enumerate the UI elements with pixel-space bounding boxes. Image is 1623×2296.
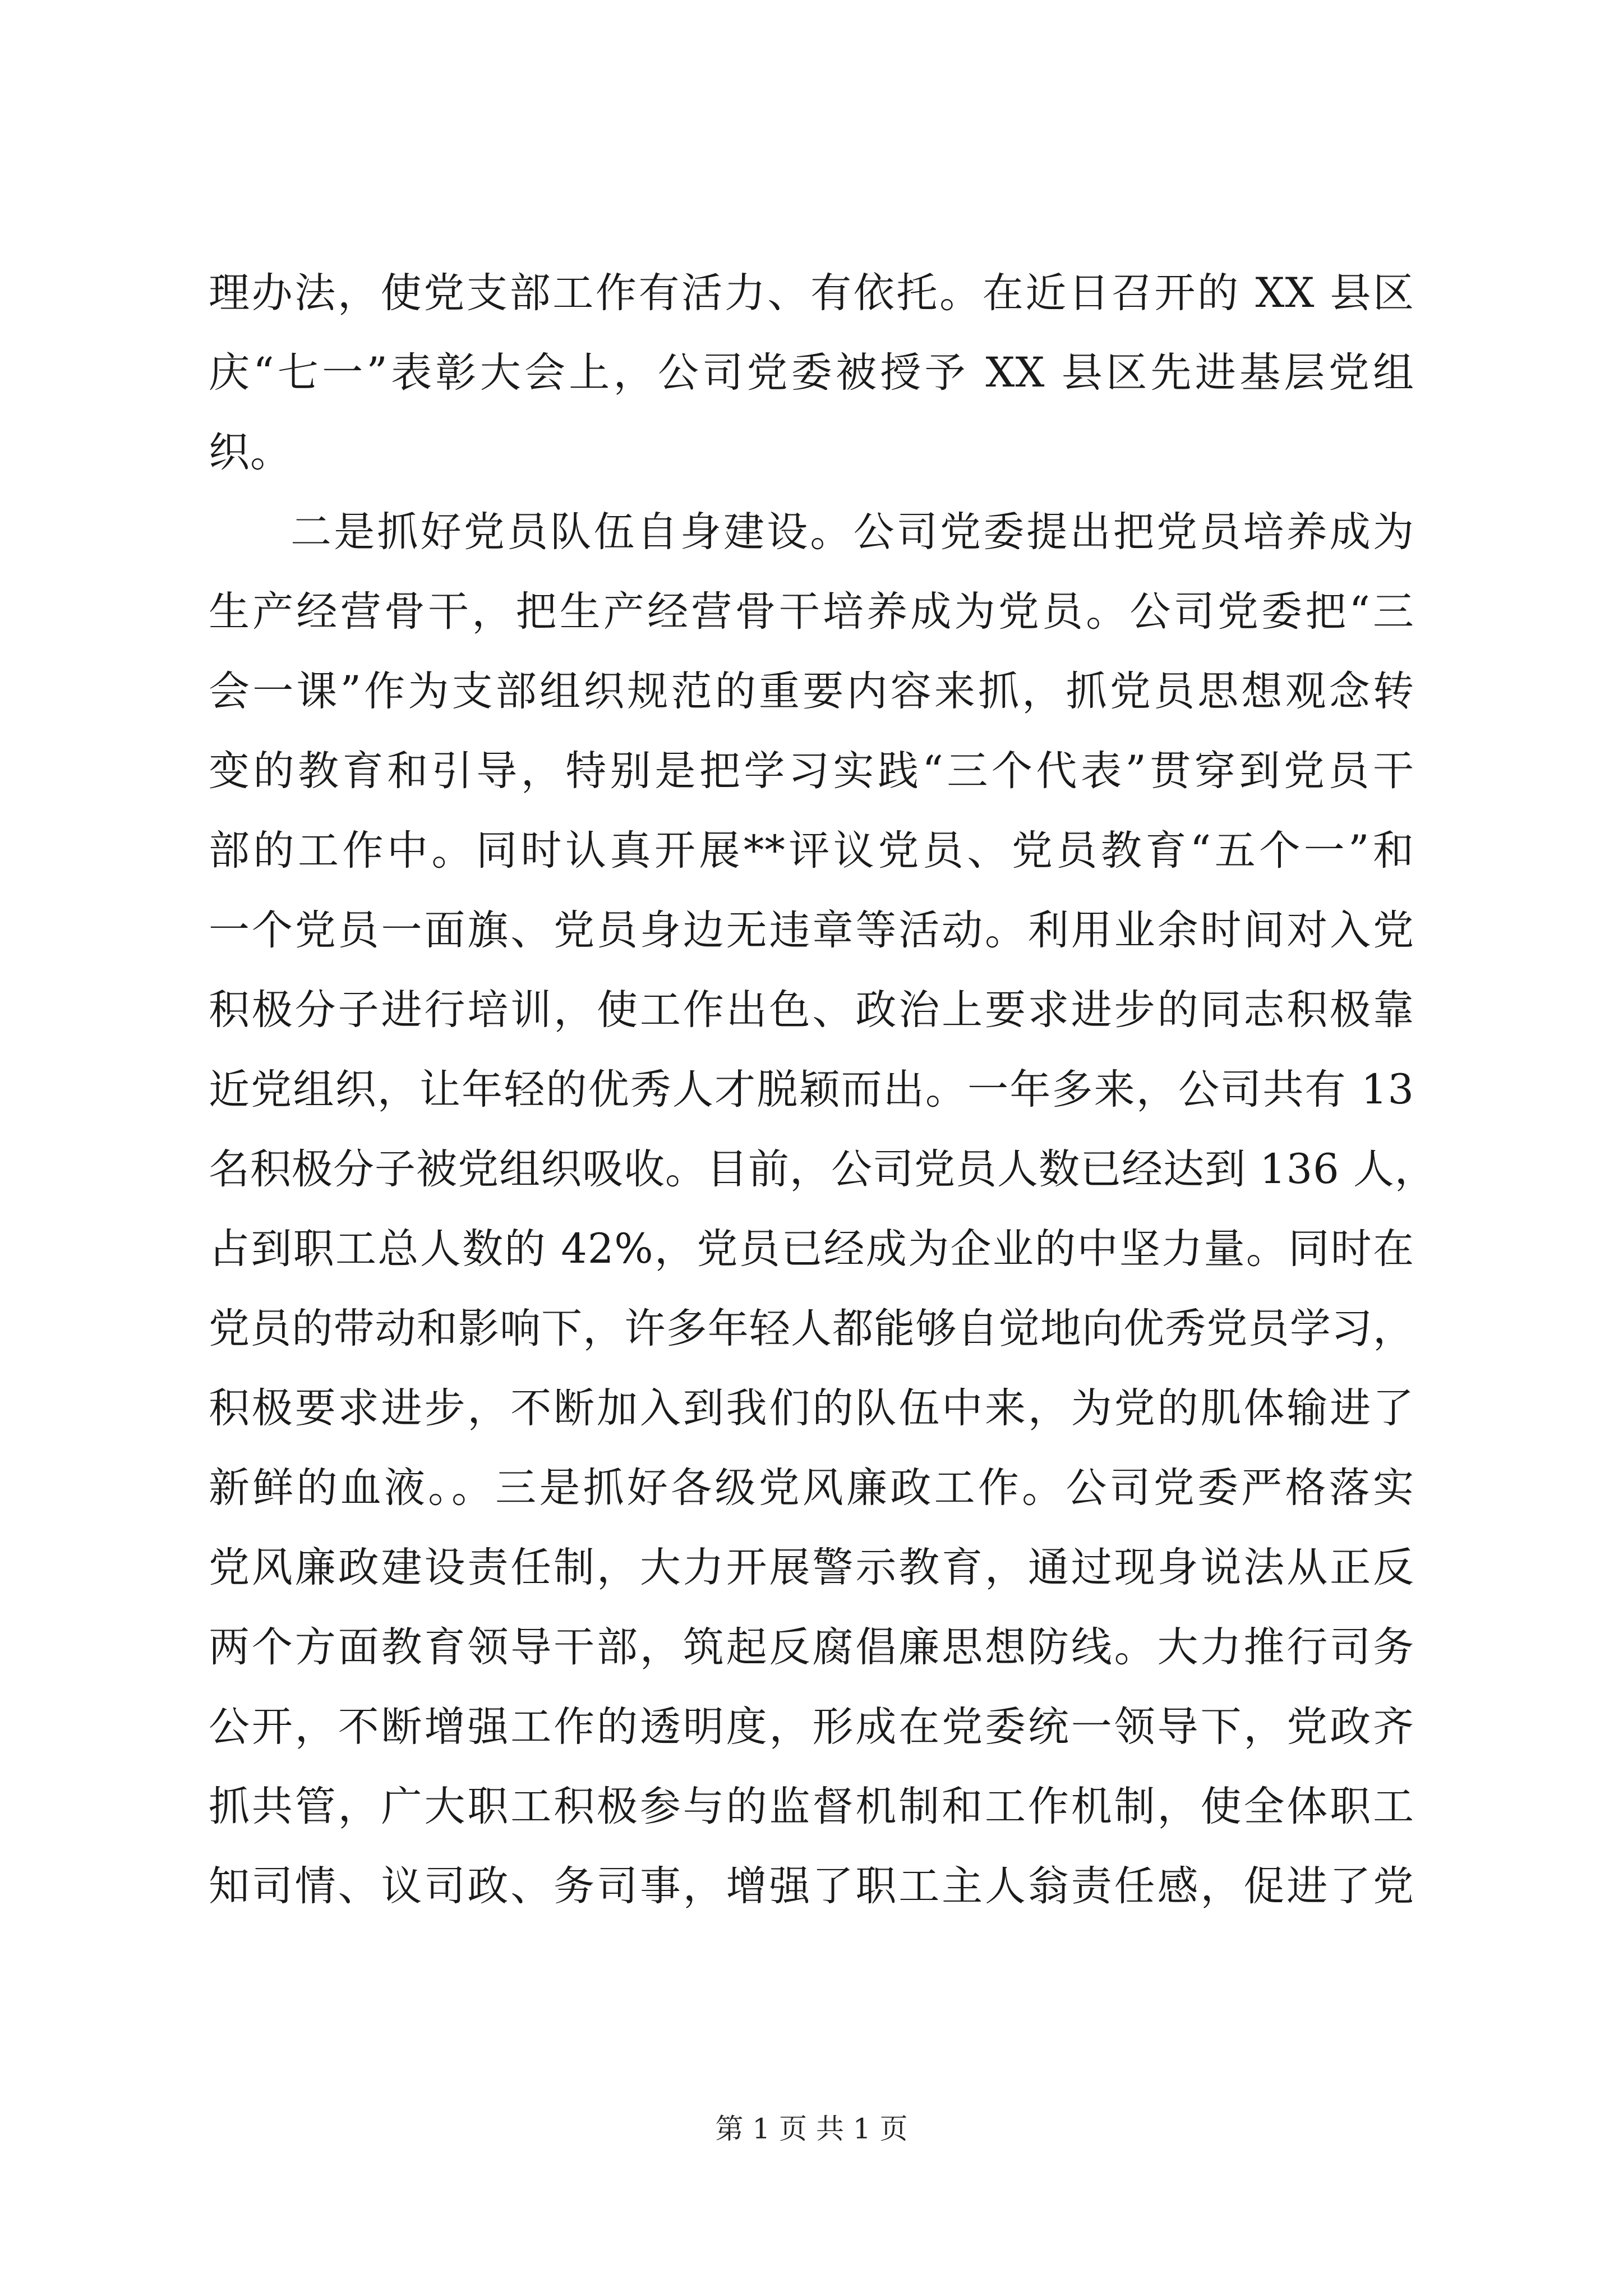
- text-line: 近党组织，让年轻的优秀人才脱颖而出。一年多来，公司共有 13: [209, 1066, 1414, 1114]
- text-line: 抓共管，广大职工积极参与的监督机制和工作机制，使全体职工: [209, 1783, 1414, 1830]
- text-line: 会一课”作为支部组织规范的重要内容来抓，抓党员思想观念转: [209, 668, 1414, 715]
- text-line: 一个党员一面旗、党员身边无违章等活动。利用业余时间对入党: [209, 907, 1414, 954]
- paragraph-first-line: 二是抓好党员队伍自身建设。公司党委提出把党员培养成为: [291, 508, 1414, 556]
- text-line: 织。: [209, 429, 292, 476]
- text-line: 积极分子进行培训，使工作出色、政治上要求进步的同志积极靠: [209, 986, 1414, 1034]
- document-body: [209, 254, 1436, 1926]
- text-line: 知司情、议司政、务司事，增强了职工主人翁责任感，促进了党: [209, 1862, 1414, 1910]
- text-line: 积极要求进步，不断加入到我们的队伍中来，为党的肌体输进了: [209, 1384, 1414, 1432]
- text-line: 变的教育和引导，特别是把学习实践“三个代表”贯穿到党员干: [209, 747, 1414, 795]
- text-line: 两个方面教育领导干部，筑起反腐倡廉思想防线。大力推行司务: [209, 1623, 1414, 1671]
- text-line: 理办法，使党支部工作有活力、有依托。在近日召开的 XX 县区: [209, 269, 1414, 317]
- text-line: 部的工作中。同时认真开展**评议党员、党员教育“五个一”和: [209, 827, 1414, 875]
- page-number-footer: 第 1 页 共 1 页: [715, 2113, 908, 2145]
- text-line: 占到职工总人数的 42%，党员已经成为企业的中坚力量。同时在: [209, 1225, 1414, 1273]
- text-line: 党员的带动和影响下，许多年轻人都能够自觉地向优秀党员学习，: [209, 1305, 1414, 1352]
- text-line: 生产经营骨干，把生产经营骨干培养成为党员。公司党委把“三: [209, 588, 1414, 636]
- text-line: 党风廉政建设责任制，大力开展警示教育，通过现身说法从正反: [209, 1544, 1414, 1591]
- text-line: 名积极分子被党组织吸收。目前，公司党员人数已经达到 136 人，: [209, 1145, 1436, 1193]
- text-line: 庆“七一”表彰大会上，公司党委被授予 XX 县区先进基层党组: [209, 349, 1414, 397]
- text-line: 新鲜的血液。。三是抓好各级党风廉政工作。公司党委严格落实: [209, 1464, 1414, 1512]
- text-line: 公开，不断增强工作的透明度，形成在党委统一领导下，党政齐: [209, 1703, 1414, 1751]
